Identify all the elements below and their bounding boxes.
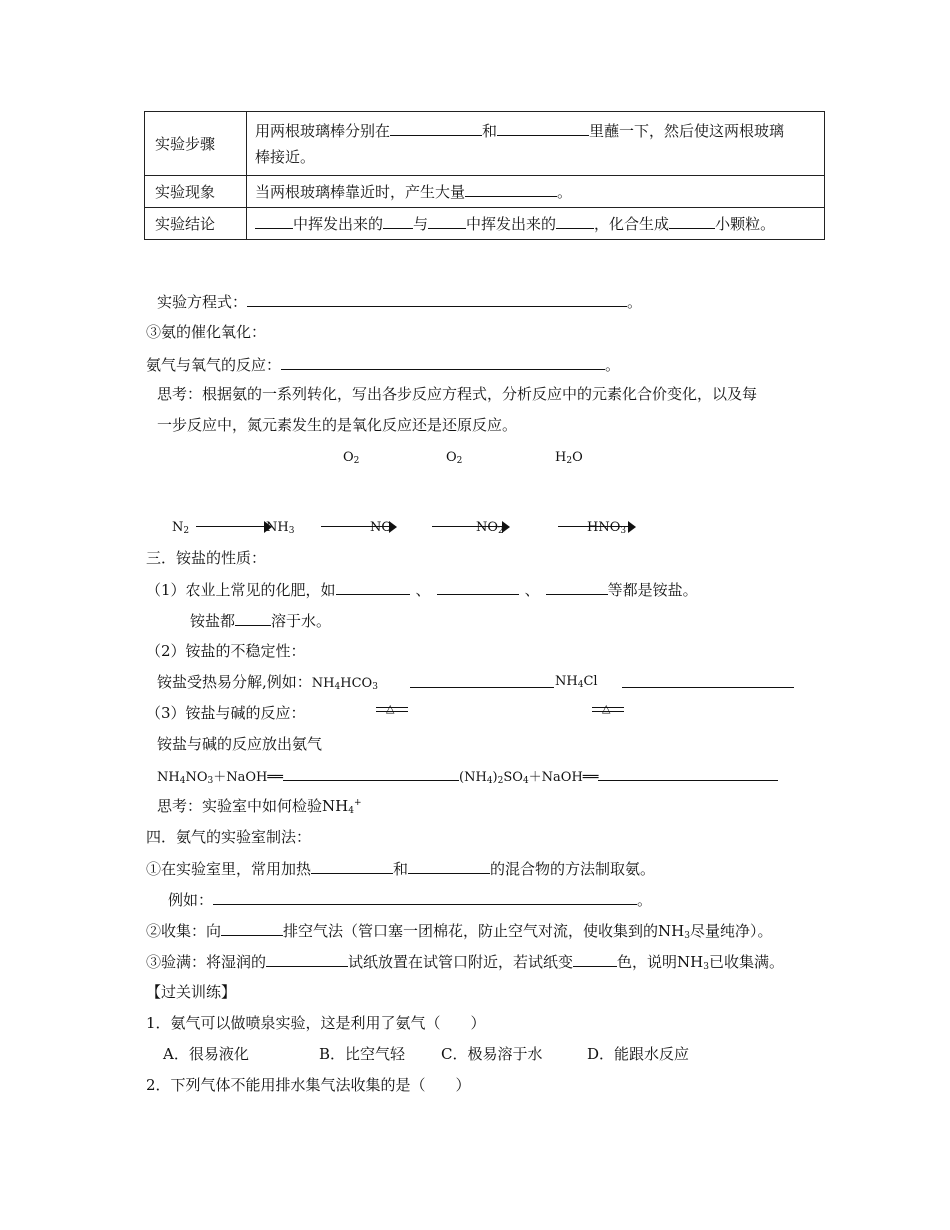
q1-option-c: C．极易溶于水 (441, 1045, 543, 1063)
section4-p3: ③验满：将湿润的 试纸放置在试管口附近，若试纸变 色，说明$NH_3$已收集满。 (146, 953, 784, 972)
catalytic-title: ③氨的催化氧化： (146, 323, 267, 341)
section3-p3: （3）铵盐与碱的反应： (146, 704, 306, 722)
section3-p1: （1）农业上常见的化肥，如 、 、 等都是铵盐。 (146, 581, 698, 599)
reagent-o2-1: $O_2$ (343, 450, 360, 466)
row-header: 实验现象 (145, 176, 247, 208)
table-row (145, 176, 825, 208)
row-content: 中挥发出来的 与 中挥发出来的 ，化合生成 小颗粒。 (247, 208, 825, 240)
row-header: 实验步骤 (145, 112, 247, 176)
section4-title: 四．氨气的实验室制法： (146, 828, 312, 846)
section3-title: 三．铵盐的性质： (146, 549, 267, 567)
heat-symbol-icon: △ (376, 703, 408, 717)
species-nh3: $NH_3$ (266, 520, 295, 536)
catalytic-line: 氨气与氧气的反应： 。 (146, 356, 621, 374)
table-row (145, 208, 825, 240)
question-2: 2．下列气体不能用排水集气法收集的是（ ） (146, 1076, 471, 1094)
table-row (145, 112, 825, 176)
section3-p2b: 铵盐受热易分解,例如：$NH_4HCO_3$ (157, 673, 378, 692)
row-content: 当两根玻璃棒靠近时，产生大量 。 (247, 176, 825, 208)
equation-line: 实验方程式： 。 (157, 293, 643, 311)
heat-symbol-icon: △ (592, 703, 624, 717)
question-1: 1．氨气可以做喷泉实验，这是利用了氨气（ ） (146, 1014, 486, 1032)
reagent-o2-2: $O_2$ (446, 450, 463, 466)
q1-option-b: B．比空气轻 (319, 1045, 406, 1063)
section4-p1: ①在实验室里，常用加热 和 的混合物的方法制取氨。 (146, 860, 656, 878)
nh4cl-formula: $NH_4Cl$ (555, 674, 598, 690)
think2-line: 思考：实验室中如何检验$NH_4^+$ (157, 797, 362, 816)
section3-p1b: 铵盐都 溶于水。 (190, 612, 332, 630)
reagent-h2o: $H_2O$ (555, 450, 583, 466)
arrow-icon (196, 521, 272, 533)
section3-eq-line: $NH_4NO_3+NaOH══$ $(NH_4)_2SO_4+NaOH══$ (157, 766, 778, 787)
section4-example: 例如： 。 (168, 891, 653, 909)
q1-option-a: A．很易液化 (163, 1045, 249, 1063)
think1-line1: 思考：根据氨的一系列转化，写出各步反应方程式，分析反应中的元素化合价变化，以及每 (157, 385, 758, 403)
nh4cl-blank (622, 673, 794, 692)
q1-option-d: D．能跟水反应 (587, 1045, 690, 1063)
training-title: 【过关训练】 (146, 983, 237, 1001)
row-content: 用两根玻璃棒分别在 和 里蘸一下，然后使这两根玻璃 棒接近。 (247, 112, 825, 176)
section3-p3b: 铵盐与碱的反应放出氨气 (157, 735, 323, 753)
experiment-table (144, 111, 825, 240)
species-no: NO (370, 520, 393, 535)
species-no2: $NO_2$ (476, 520, 504, 536)
section4-p2: ②收集：向 排空气法（管口塞一团棉花，防止空气对流，使收集到的$NH_3$尽量纯净）。 (146, 922, 773, 941)
species-n2: $N_2$ (172, 520, 190, 536)
row-header: 实验结论 (145, 208, 247, 240)
section3-p2: （2）铵盐的不稳定性： (146, 642, 306, 660)
think1-line2: 一步反应中，氮元素发生的是氧化反应还是还原反应。 (157, 416, 518, 434)
nh4hco3-blank (410, 673, 554, 692)
species-hno3: $HNO_3$ (587, 520, 627, 536)
